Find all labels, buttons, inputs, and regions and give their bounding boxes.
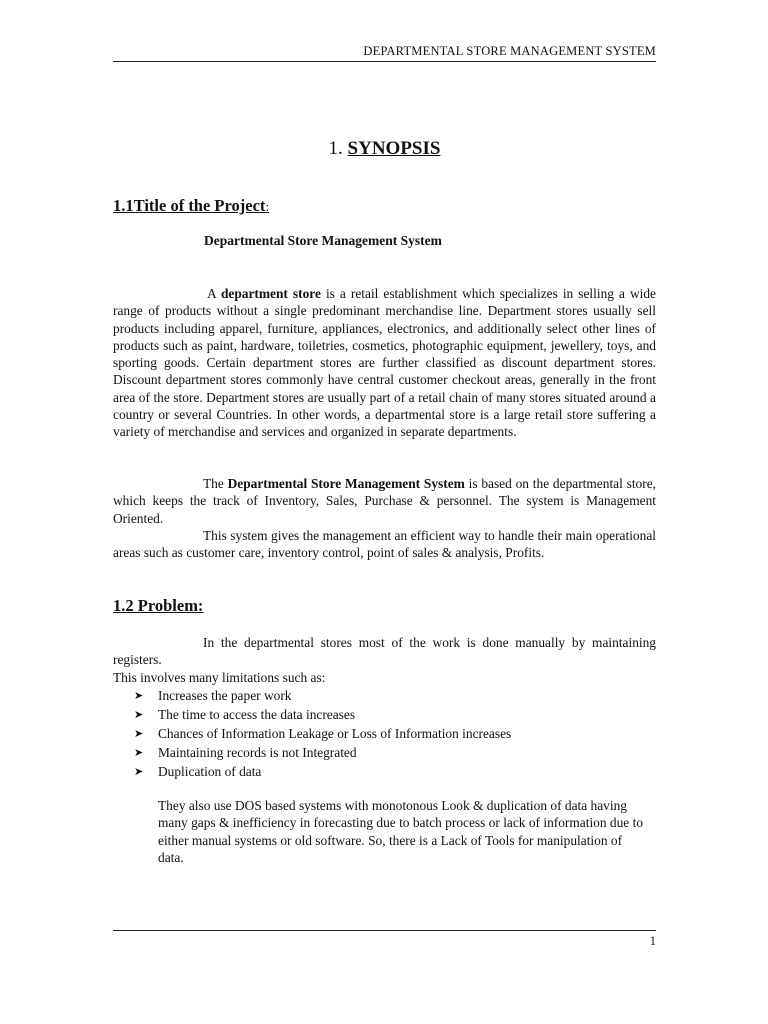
section-heading-problem: 1.2 Problem: [113,596,204,615]
intro-term: department store [220,286,321,301]
system-paragraph [113,475,656,527]
arrow-bullet-icon: ➤ [134,728,144,740]
project-name: Departmental Store Management System [204,233,442,248]
limitations-lead: This involves many limitations such as: [113,670,326,685]
title-number: 1. [328,138,343,159]
system-lead: The [203,476,228,491]
section-heading-colon: : [265,199,270,214]
dos-paragraph: They also use DOS based systems with monotonous Look & duplication of data having many gaps & inefficiency in forecasting due to batch process or lack of information due to either manual systems or old software. So, there is a Lack of Tools for manipulation of data. [158,798,644,865]
page-title [113,138,656,160]
list-item: ➤ The time to access the data increases [134,706,511,725]
arrow-bullet-icon: ➤ [134,709,144,721]
list-item: ➤ Duplication of data [134,763,511,782]
section-heading-text: 1.1Title of the Project [113,196,266,215]
footer-rule [113,930,656,931]
arrow-bullet-icon: ➤ [134,747,144,759]
page-number: 1 [649,934,656,948]
list-item: ➤ Chances of Information Leakage or Loss of Information increases [134,725,511,744]
arrow-bullet-icon: ➤ [134,690,144,702]
intro-paragraph [113,285,656,441]
system-body: is based on the departmental store, which keeps the track of Inventory, Sales, Purchase & personnel. The system is Management Oriented. [113,476,656,526]
intro-lead: A [207,286,221,301]
limitations-list [134,687,511,782]
arrow-bullet-icon: ➤ [134,766,144,778]
intro-body: is a retail establishment which specializes in selling a wide range of products without a single predominant merchandise line. Department stores usually sell products including apparel, furniture, appliances, electronics, and additionally select other lines of products such as paint, hardware, toiletries, cosmetics, photographic equipment, jewellery, toys, and sporting goods. Certain department stores are further classified as discount department stores. Discount department stores commonly have central customer checkout areas, generally in the front area of the store. Department stores are usually part of a retail chain of many stores situated around a country or several Countries. In other words, a departmental store is a large retail store suffering a variety of merchandise and services and organized in separate departments. [113,286,656,440]
system-term: Departmental Store Management System [227,476,465,491]
efficiency-paragraph: This system gives the management an efficient way to handle their main operational areas such as customer care, inventory control, point of sales & analysis, Profits. [113,528,656,561]
title-text: SYNOPSIS [347,138,441,159]
problem-intro-paragraph: In the departmental stores most of the work is done manually by maintaining registers. [113,635,656,668]
section-heading-title-of-project [113,196,269,216]
header-rule [113,61,656,62]
running-header: DEPARTMENTAL STORE MANAGEMENT SYSTEM [363,44,656,58]
list-item: ➤ Maintaining records is not Integrated [134,744,511,763]
list-item: ➤ Increases the paper work [134,687,511,706]
